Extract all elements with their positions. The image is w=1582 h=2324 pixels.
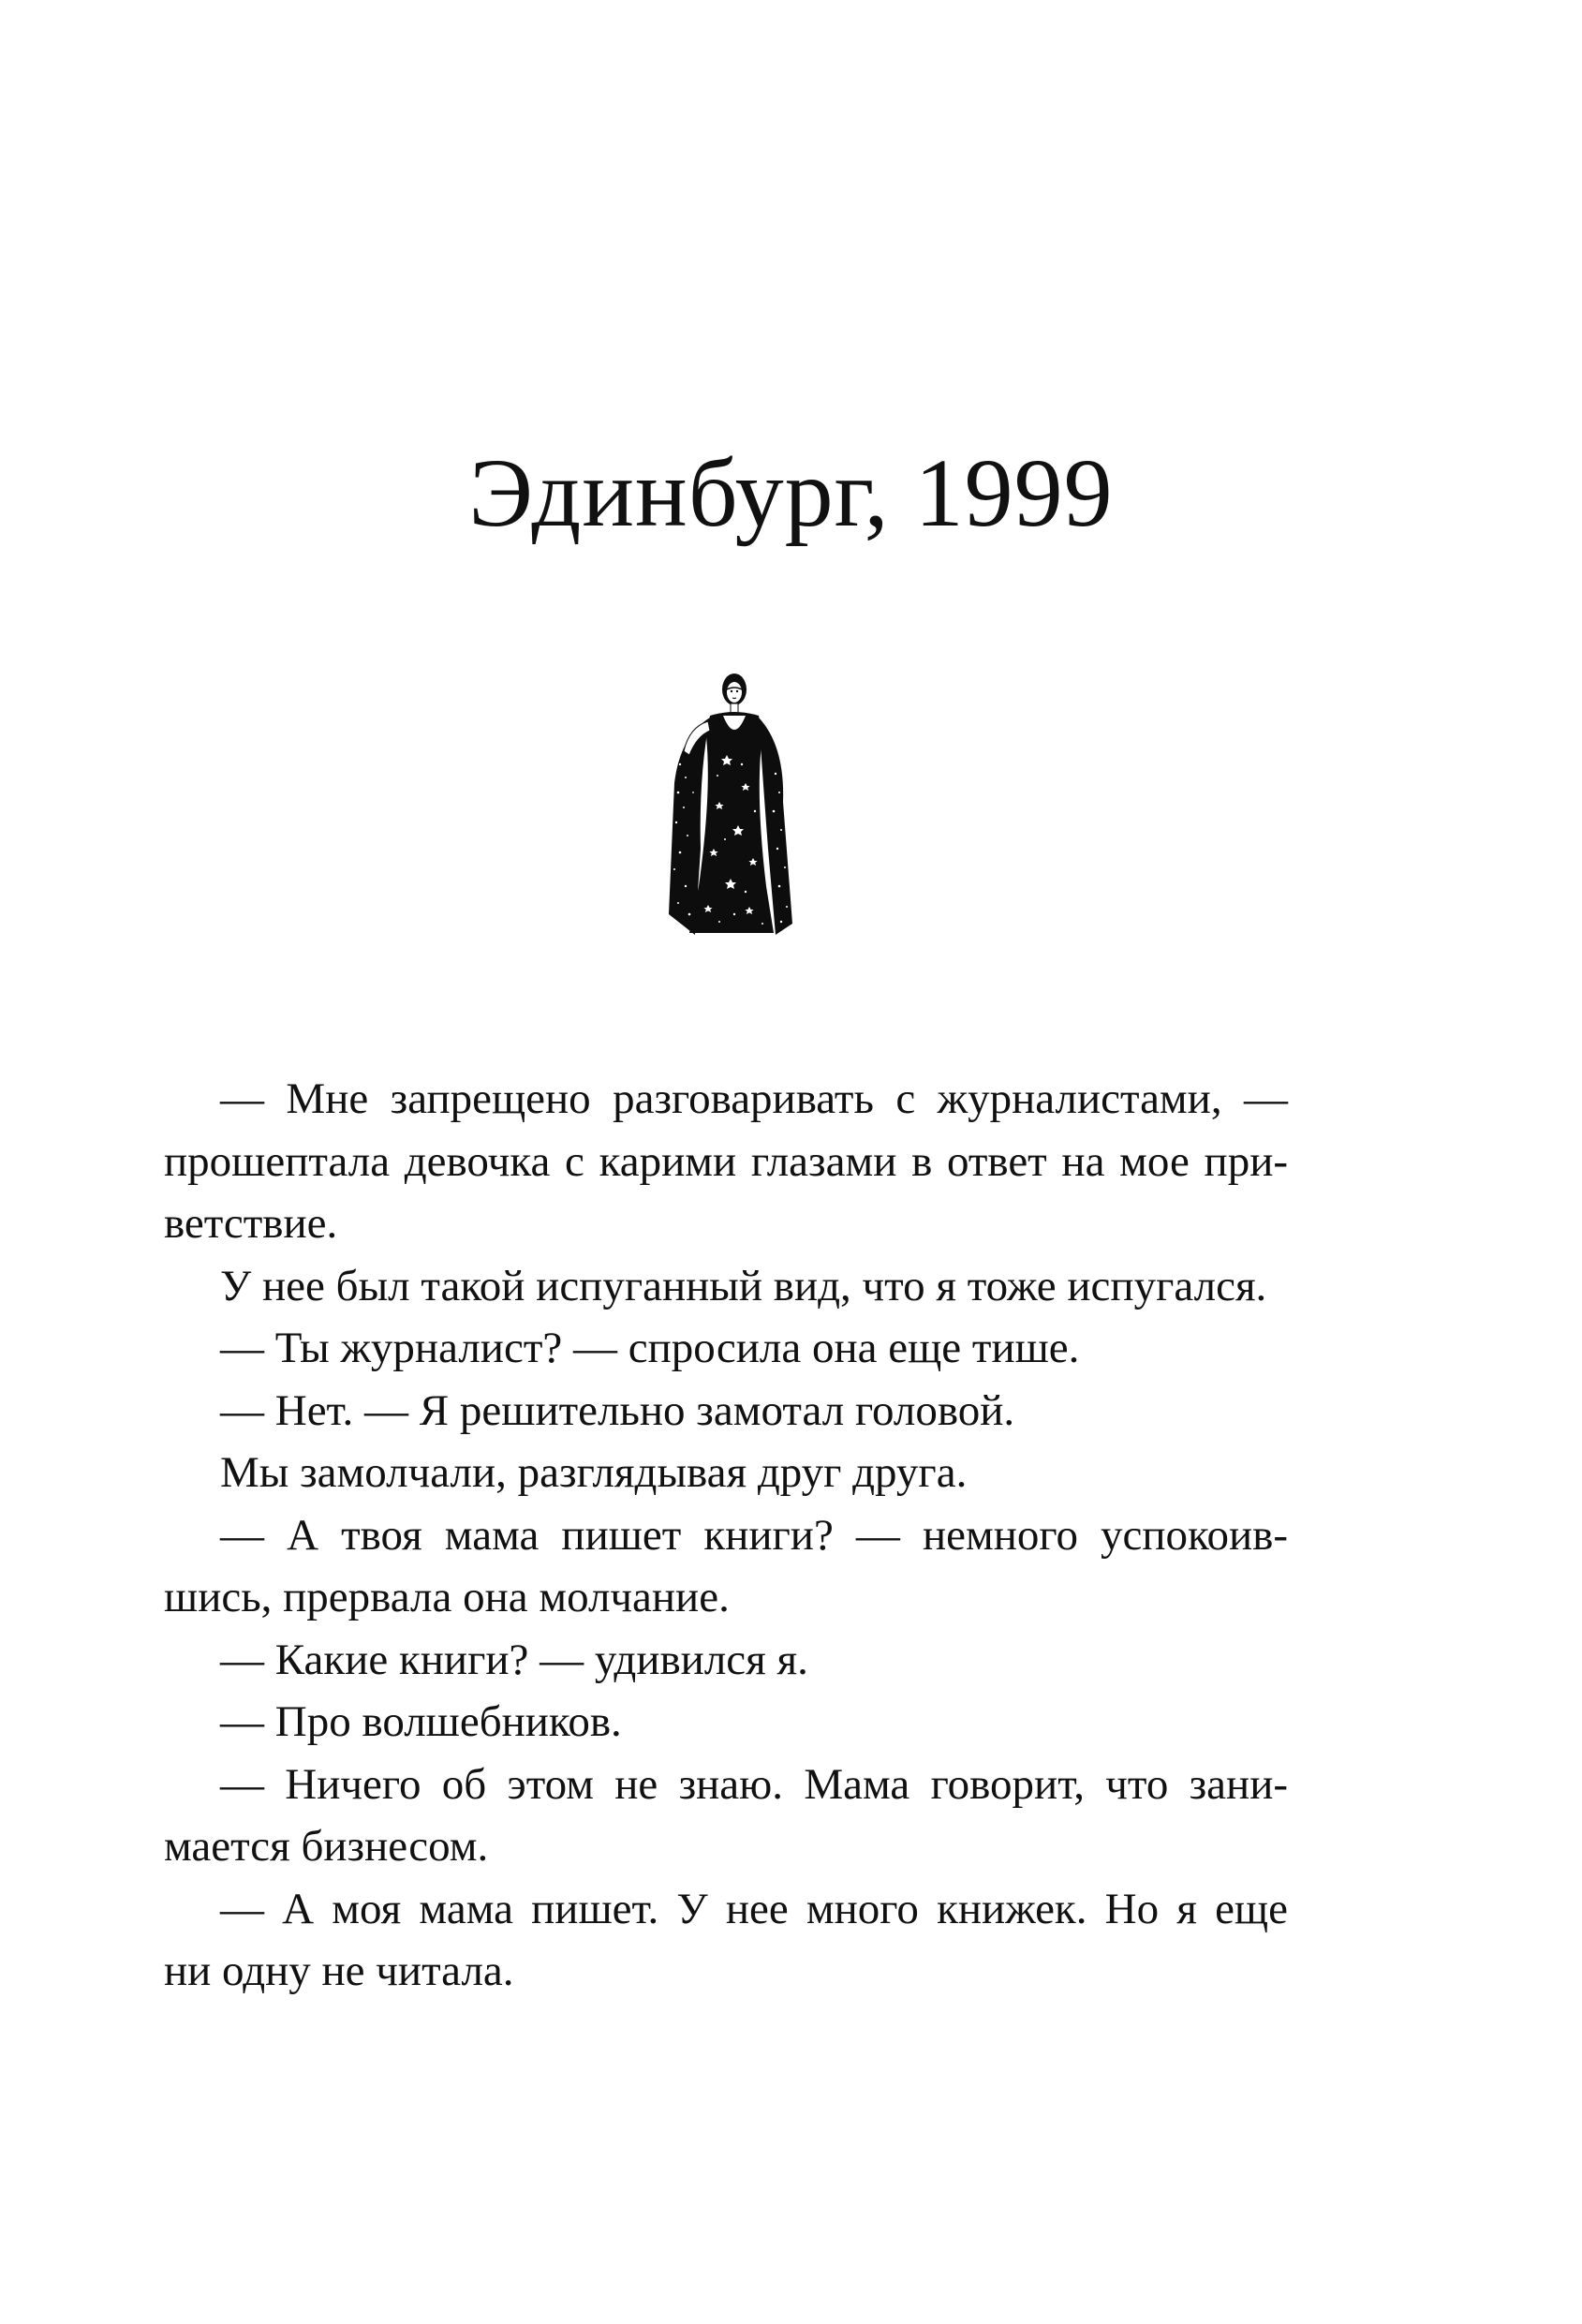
paragraph [164,1629,1288,1692]
text-line: — Ты журналист? — спросила она еще тише. [220,1324,1080,1372]
text-line: прошептала девочка с карими глазами в ответ на мое при- [164,1136,1288,1186]
chapter-title: Эдинбург, 1999 [468,439,1114,547]
text-line: шись, прервала она молчание. [164,1573,730,1621]
paragraph [164,1380,1288,1443]
paragraph [164,1317,1288,1380]
text-line: мается бизнесом. [164,1822,489,1871]
text-line: — Нет. — Я решительно замотал головой. [220,1385,1015,1435]
text-line: — Мне запрещено разговаривать с журналистами, — [220,1074,1288,1123]
text-line: ни одну не читала. [164,1947,514,1995]
paragraph [164,1691,1288,1754]
chapter-text [164,1068,1288,2003]
text-line: — А моя мама пишет. У нее много книжек. Но я еще [220,1884,1288,1933]
paragraph [164,1442,1288,1504]
text-line: Мы замолчали, разглядывая друг друга. [220,1448,968,1497]
paragraph [164,1068,1288,1255]
text-line: — Ничего об этом не знаю. Мама говорит, что зани- [220,1759,1288,1809]
text-line: — А твоя мама пишет книги? — немного успокоив- [220,1510,1288,1560]
text-line: ветствие. [164,1199,338,1248]
text-line: — Про волшебников. [220,1697,622,1746]
paragraph [164,1255,1288,1318]
text-line: У нее был такой испуганный вид, что я тоже испугался. [220,1261,1267,1310]
paragraph [164,1504,1288,1629]
paragraph [164,1754,1288,1878]
text-line: — Какие книги? — удивился я. [220,1635,808,1684]
paragraph [164,1878,1288,2003]
woman-in-starry-gown-illustration [652,661,802,942]
